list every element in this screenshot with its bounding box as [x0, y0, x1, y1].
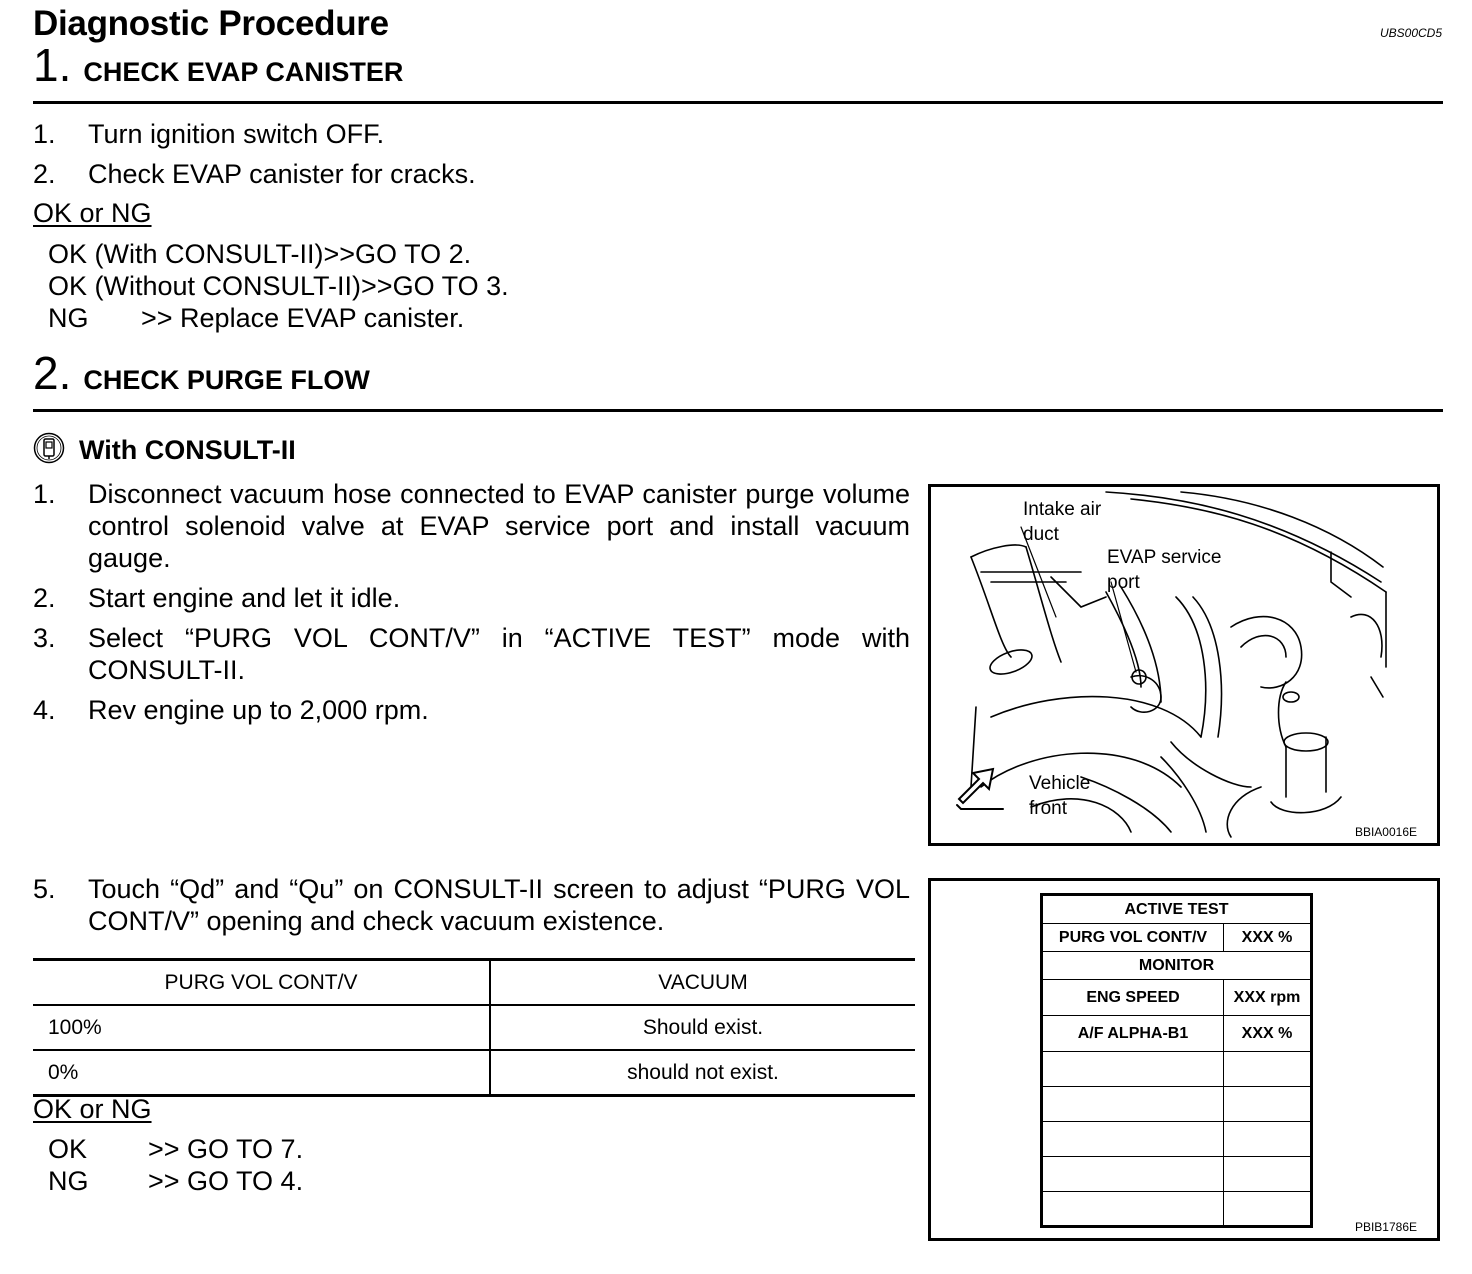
step-1-ok-or-ng: OK or NG: [33, 198, 152, 228]
step-2-ok-or-ng: OK or NG: [33, 1094, 152, 1124]
engine-bay-figure: [928, 484, 1440, 846]
table-row: [33, 1050, 915, 1096]
step-2-result-ng-action: >> GO TO 4.: [148, 1166, 304, 1196]
active-test-title: ACTIVE TEST: [1042, 895, 1312, 924]
item-text: Select “PURG VOL CONT/V” in “ACTIVE TEST” mode with CONSULT-II.: [88, 623, 910, 685]
empty-cell: [1042, 1192, 1224, 1227]
table-row: [33, 1005, 915, 1050]
consult-label: With CONSULT-II: [79, 435, 296, 465]
table-row: [1042, 1016, 1312, 1052]
purg-vol-label: PURG VOL CONT/V: [1042, 924, 1224, 952]
eng-speed-label: ENG SPEED: [1042, 980, 1224, 1016]
eng-speed-value: XXX rpm: [1224, 980, 1312, 1016]
step-1-title: CHECK EVAP CANISTER: [83, 57, 404, 87]
item-text: Start engine and let it idle.: [88, 583, 401, 613]
item-text: Turn ignition switch OFF.: [88, 119, 385, 149]
vehicle-front-label: Vehicle: [1029, 773, 1091, 794]
empty-cell: [1224, 1122, 1312, 1157]
item-text: Rev engine up to 2,000 rpm.: [88, 695, 429, 725]
table-row: [1042, 980, 1312, 1016]
table-row: [1042, 1052, 1312, 1087]
empty-cell: [1042, 1052, 1224, 1087]
table-cell: 100%: [33, 1005, 490, 1050]
table-row: [1042, 924, 1312, 952]
table-row: [1042, 1192, 1312, 1227]
empty-cell: [1224, 1192, 1312, 1227]
empty-cell: [1042, 1157, 1224, 1192]
item-number: 2.: [33, 159, 56, 189]
vacuum-table: [33, 958, 915, 1097]
item-number: 3.: [33, 623, 56, 653]
table-row: [1042, 1122, 1312, 1157]
figure-1-caption: BBIA0016E: [1354, 825, 1417, 839]
item-number: 4.: [33, 695, 56, 725]
purg-vol-value: XXX %: [1224, 924, 1312, 952]
step-2-result-ok-action: >> GO TO 7.: [148, 1134, 304, 1164]
consult-section: [33, 432, 296, 469]
step-2-rule: [33, 409, 1443, 412]
table-row: [1042, 895, 1312, 924]
item-text: Touch “Qd” and “Qu” on CONSULT-II screen to adjust “PURG VOL CONT/V” opening and check vacuum existence.: [88, 874, 910, 936]
table-row: [1042, 952, 1312, 980]
item-number: 5.: [33, 874, 56, 904]
table-header-row: [33, 960, 915, 1006]
table-header: PURG VOL CONT/V: [33, 960, 490, 1006]
empty-cell: [1224, 1157, 1312, 1192]
step-1-result-3: NG >> Replace EVAP canister.: [48, 303, 465, 333]
table-cell: 0%: [33, 1050, 490, 1096]
step-2-heading: [33, 347, 370, 399]
page-title: Diagnostic Procedure: [33, 4, 389, 43]
af-alpha-label: A/F ALPHA-B1: [1042, 1016, 1224, 1052]
step-1-result-1: OK (With CONSULT-II)>>GO TO 2.: [48, 239, 472, 269]
engine-bay-illustration: [931, 487, 1437, 843]
item-number: 1.: [33, 119, 56, 149]
intake-air-duct-label: Intake air: [1023, 499, 1102, 520]
step-1-number: 1.: [33, 39, 72, 91]
consult-tester-icon: [33, 432, 65, 469]
step-1-result-2: OK (Without CONSULT-II)>>GO TO 3.: [48, 271, 509, 301]
vehicle-front-label-2: front: [1029, 798, 1068, 819]
step-2-number: 2.: [33, 347, 72, 399]
table-row: [1042, 1157, 1312, 1192]
step-1-rule: [33, 101, 1443, 104]
item-number: 1.: [33, 479, 56, 509]
table-row: [1042, 1087, 1312, 1122]
intake-air-duct-label-2: duct: [1023, 524, 1059, 545]
step-2-result-ok-label: OK: [48, 1134, 88, 1164]
document-id: UBS00CD5: [1379, 26, 1442, 40]
empty-cell: [1224, 1052, 1312, 1087]
figure-2-caption: PBIB1786E: [1354, 1220, 1417, 1234]
step-2-title: CHECK PURGE FLOW: [83, 365, 370, 395]
evap-service-port-label: EVAP service: [1107, 547, 1222, 568]
table-cell: should not exist.: [490, 1050, 915, 1096]
item-number: 2.: [33, 583, 56, 613]
step-2-result-ng-label: NG: [48, 1166, 89, 1196]
monitor-title: MONITOR: [1042, 952, 1312, 980]
evap-service-port-label-2: port: [1107, 572, 1140, 593]
item-text: Check EVAP canister for cracks.: [88, 159, 476, 189]
empty-cell: [1042, 1087, 1224, 1122]
item-text: Disconnect vacuum hose connected to EVAP canister purge volume control solenoid valve at EVAP service port and install vacuum gauge.: [88, 479, 910, 573]
af-alpha-value: XXX %: [1224, 1016, 1312, 1052]
empty-cell: [1224, 1087, 1312, 1122]
empty-cell: [1042, 1122, 1224, 1157]
active-test-screen: [1040, 893, 1313, 1228]
table-header: VACUUM: [490, 960, 915, 1006]
table-cell: Should exist.: [490, 1005, 915, 1050]
step-1-heading: [33, 39, 404, 91]
